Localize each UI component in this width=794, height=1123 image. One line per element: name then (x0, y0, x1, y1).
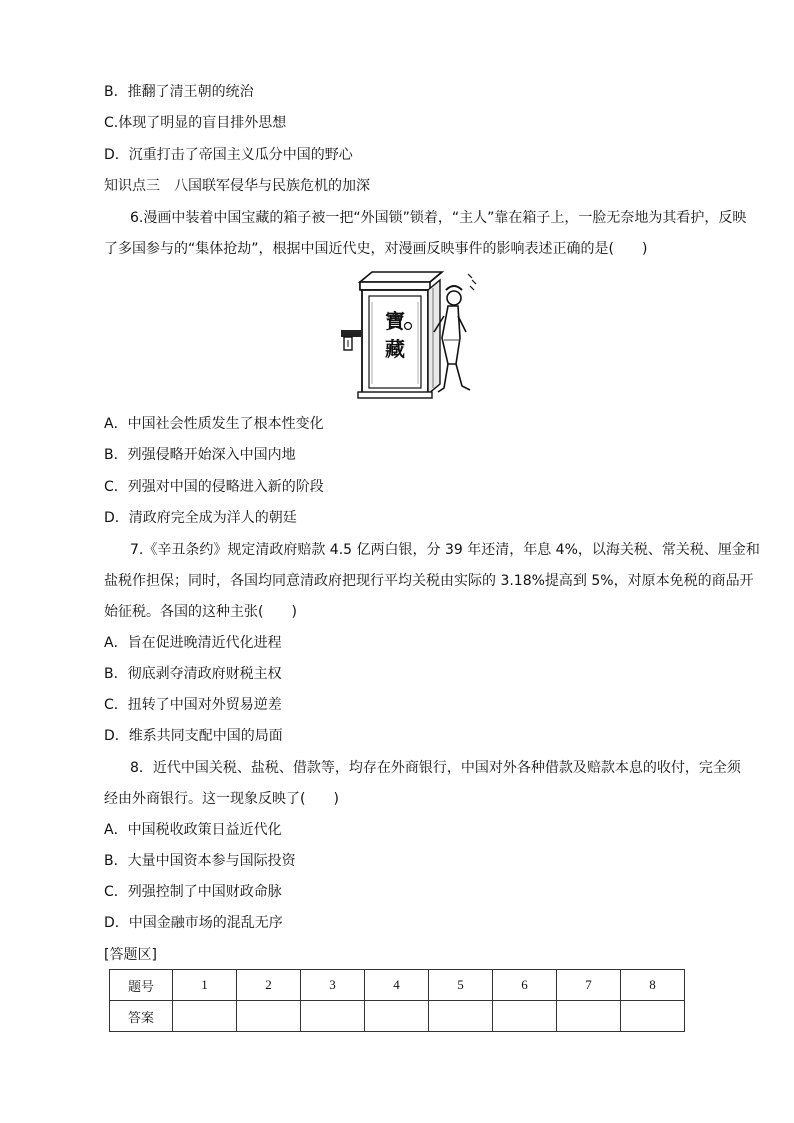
q6-option-b: B．列强侵略开始深入中国内地 (104, 447, 296, 463)
q8-stem-line-2: 经由外商银行。这一现象反映了( ) (104, 791, 339, 807)
q6-option-c: C．列强对中国的侵略进入新的阶段 (104, 479, 324, 495)
q7-stem-line-2: 盐税作担保；同时，各国均同意清政府把现行平均关税由实际的 3.18%提高到 5%，对原本免税的商品开 (104, 573, 754, 589)
question-number-3: 3 (301, 970, 365, 1001)
q7-option-b: B．彻底剥夺清政府财税主权 (104, 666, 282, 682)
cartoon-image (338, 268, 478, 400)
q7-option-d: D．维系共同支配中国的局面 (104, 728, 283, 744)
answer-table (109, 969, 685, 1032)
q6-option-a: A．中国社会性质发生了根本性变化 (104, 416, 324, 432)
answer-cell-7[interactable] (557, 1001, 621, 1032)
question-number-6: 6 (493, 970, 557, 1001)
question-number-2: 2 (237, 970, 301, 1001)
question-number-4: 4 (365, 970, 429, 1001)
q5-option-d: D．沉重打击了帝国主义瓜分中国的野心 (104, 147, 353, 163)
answer-table-header-row (110, 970, 685, 1001)
q8-option-b: B．大量中国资本参与国际投资 (104, 853, 296, 869)
q6-stem-line-1: 6.漫画中装着中国宝藏的箱子被一把“外国锁”锁着，“主人”靠在箱子上，一脸无奈地为其看护，反映 (130, 210, 747, 226)
q5-option-b: B．推翻了清王朝的统治 (104, 84, 254, 100)
answer-area-label: [答题区] (104, 947, 157, 963)
q6-stem-line-2: 了多国参与的“集体抢劫”，根据中国近代史，对漫画反映事件的影响表述正确的是( ) (104, 241, 648, 257)
question-number-8: 8 (621, 970, 685, 1001)
q8-stem-line-1: 8．近代中国关税、盐税、借款等，均存在外商银行，中国对外各种借款及赔款本息的收付，完全须 (130, 760, 741, 776)
q5-option-c: C.体现了明显的盲目排外思想 (104, 115, 287, 131)
answer-header: 答案 (110, 1001, 173, 1032)
answer-cell-2[interactable] (237, 1001, 301, 1032)
question-number-1: 1 (173, 970, 237, 1001)
cartoon-char-2: 藏 (385, 337, 405, 361)
cartoon-char-1: 寶 (385, 309, 405, 333)
q8-option-d: D．中国金融市场的混乱无序 (104, 915, 283, 931)
q7-option-c: C．扭转了中国对外贸易逆差 (104, 697, 282, 713)
answer-cell-6[interactable] (493, 1001, 557, 1032)
q6-option-d: D．清政府完全成为洋人的朝廷 (104, 510, 297, 526)
question-number-5: 5 (429, 970, 493, 1001)
answer-cell-3[interactable] (301, 1001, 365, 1032)
question-number-7: 7 (557, 970, 621, 1001)
q8-option-c: C．列强控制了中国财政命脉 (104, 884, 282, 900)
answer-cell-8[interactable] (621, 1001, 685, 1032)
q7-option-a: A．旨在促进晚清近代化进程 (104, 635, 282, 651)
q7-stem-line-1: 7.《辛丑条约》规定清政府赔款 4.5 亿两白银，分 39 年还清，年息 4%，以海关税、常关税、厘金和 (130, 542, 760, 558)
answer-cell-5[interactable] (429, 1001, 493, 1032)
answer-table-answer-row (110, 1001, 685, 1032)
question-number-header: 题号 (110, 970, 173, 1001)
answer-cell-1[interactable] (173, 1001, 237, 1032)
q8-option-a: A．中国税收政策日益近代化 (104, 822, 282, 838)
answer-cell-4[interactable] (365, 1001, 429, 1032)
q7-stem-line-3: 始征税。各国的这种主张( ) (104, 604, 297, 620)
section-heading: 知识点三 八国联军侵华与民族危机的加深 (104, 178, 370, 194)
